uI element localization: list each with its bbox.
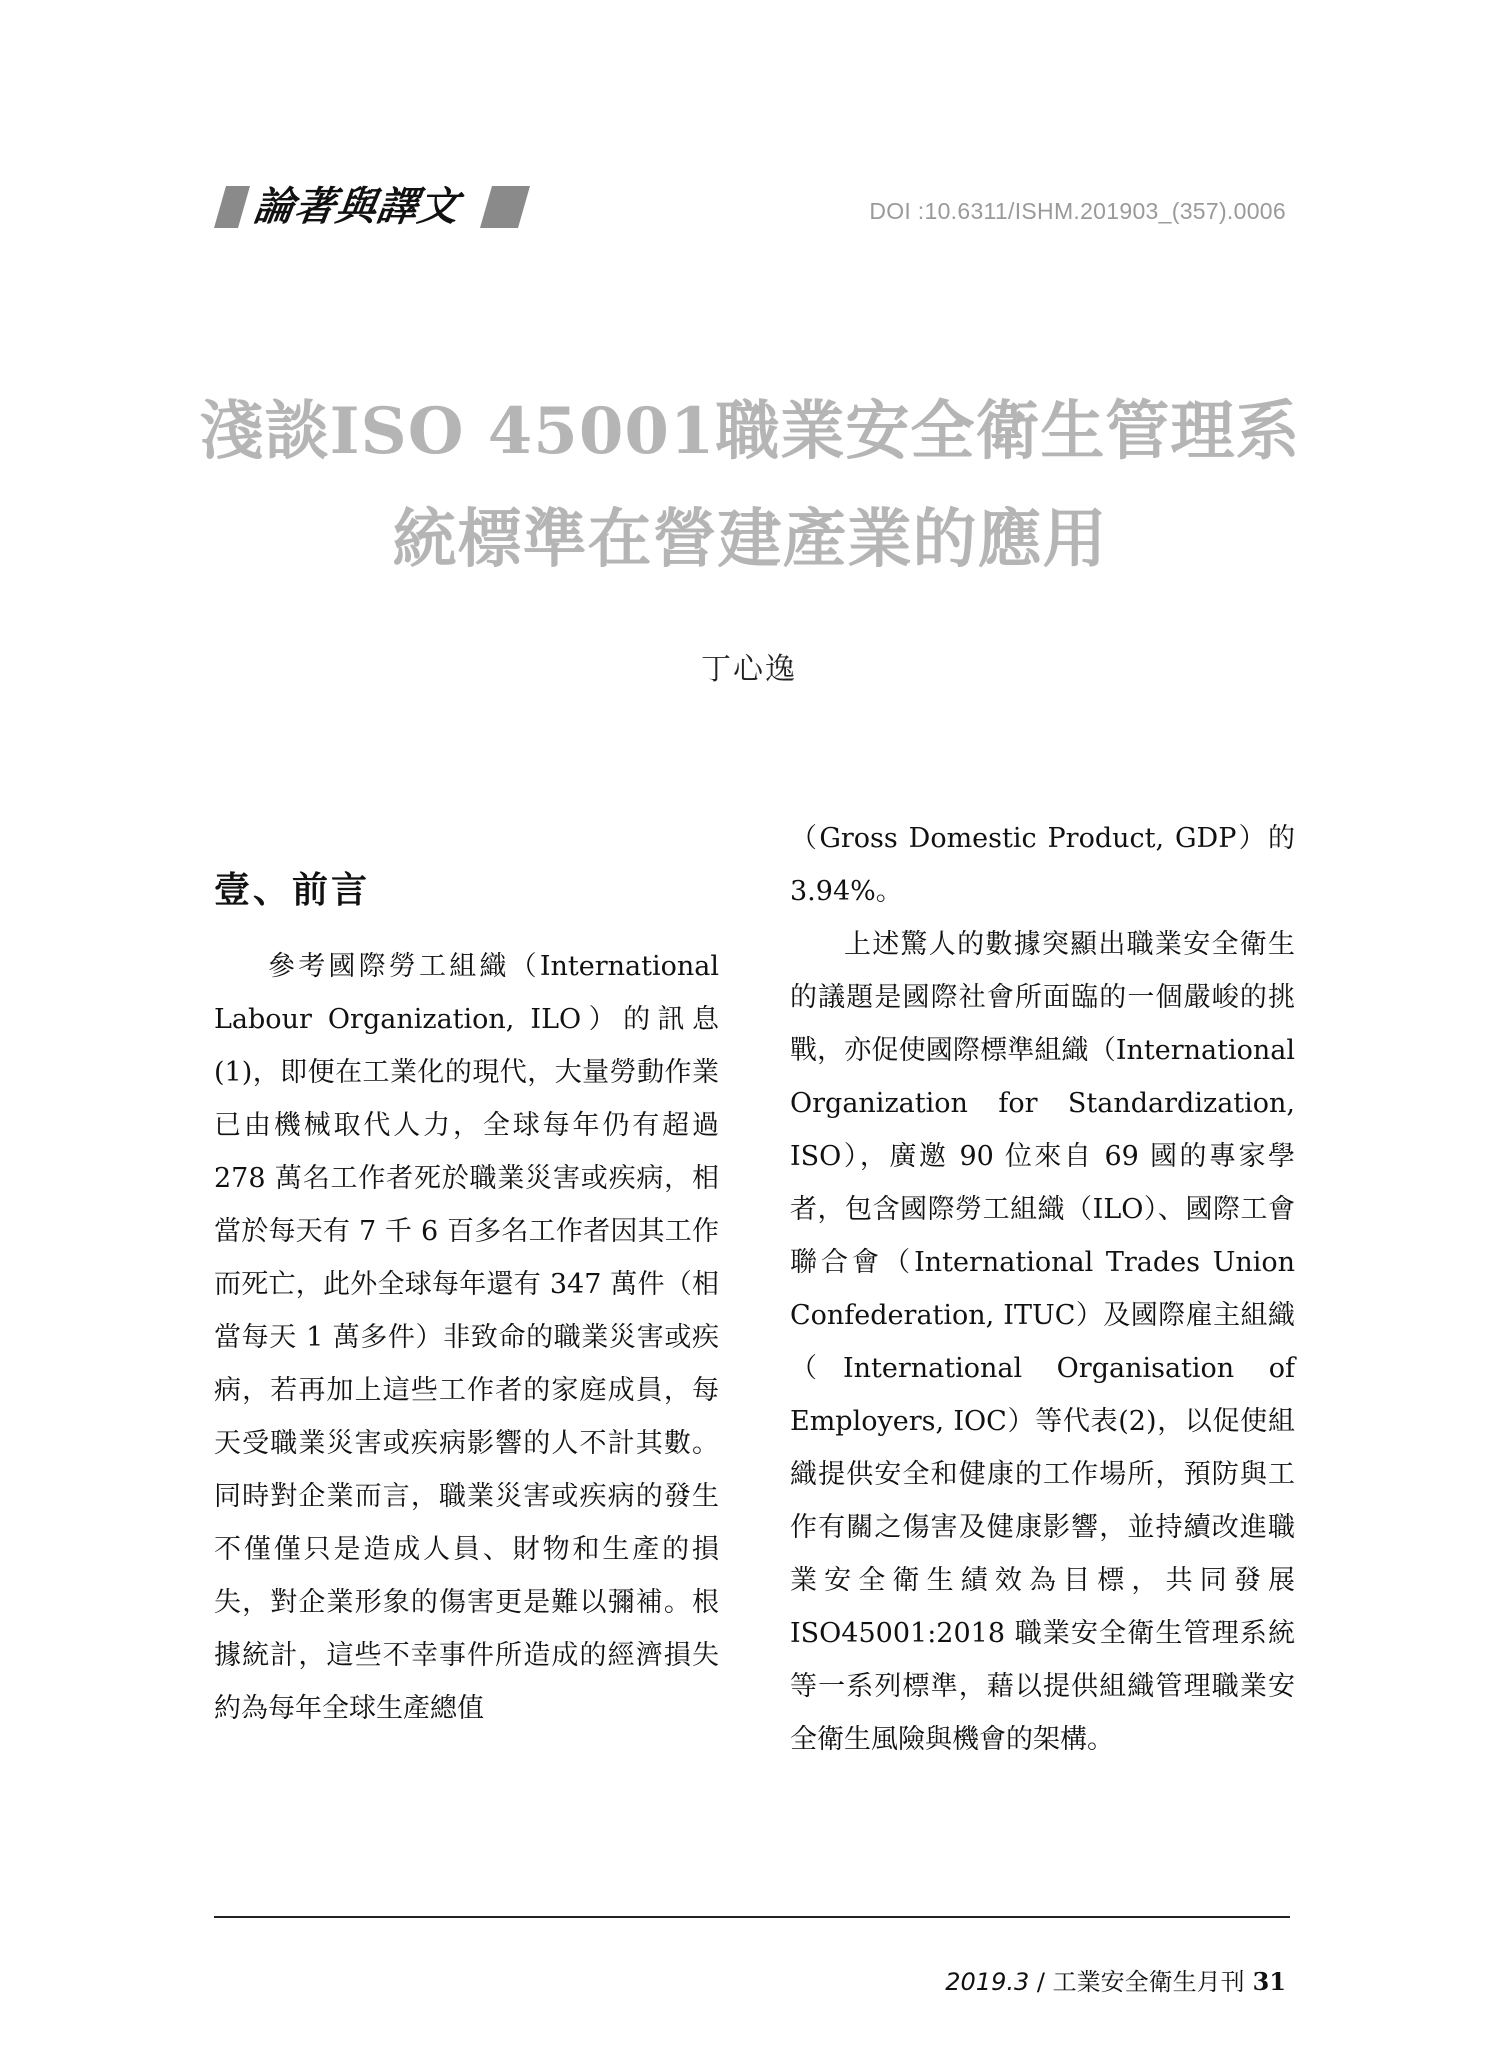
issue-date: 2019.3 — [945, 1968, 1030, 1996]
doi-label: DOI :10.6311/ISHM.201903_(357).0006 — [869, 198, 1286, 224]
page-number: 31 — [1252, 1967, 1286, 1996]
section-tag-label: 論著與譯文 — [250, 184, 463, 230]
section-heading: 壹、前言 — [214, 870, 371, 911]
continuation-paragraph: （Gross Domestic Product, GDP）的3.94%。 — [790, 823, 1295, 907]
footer-divider — [214, 1916, 1290, 1918]
page-footer — [945, 1962, 1286, 1997]
body-paragraph: 上述驚人的數據突顯出職業安全衛生的議題是國際社會所面臨的一個嚴峻的挑戰，亦促使國際標準組織（International Organization for Standardization, ISO），廣邀 90 位來自 69 國的專家學者，包含國際勞工組織（ILO）、國際工會聯合會（International Trades Union Confederation, ITUC）及國際雇主組織（International Organisation of Employers, IOC）等代表(2)，以促使組織提供安全和健康的工作場所，預防與工作有關之傷害及健康影響，並持續改進職業安全衛生績效為目標，共同發展 ISO45001:2018 職業安全衛生管理系統等一系列標準，藉以提供組織管理職業安全衛生風險與機會的架構。 — [790, 929, 1295, 1755]
section-tag — [212, 182, 532, 232]
author-name: 丁心逸 — [701, 652, 797, 687]
article-title-line-2: 統標準在營建產業的應用 — [392, 502, 1108, 577]
article-title-line-1: 淺談ISO 45001職業安全衛生管理系 — [199, 394, 1301, 469]
magazine-name: 工業安全衛生月刊 — [1052, 1968, 1245, 1996]
footer-separator: / — [1029, 1968, 1053, 1996]
right-column — [790, 812, 1295, 1766]
intro-paragraph: 參考國際勞工組織（International Labour Organization, ILO）的訊息(1)，即便在工業化的現代，大量勞動作業已由機械取代人力，全球每年仍有超過 278 萬名工作者死於職業災害或疾病，相當於每天有 7 千 6 百多名工作者因其工作而死亡，此外全球每年還有 347 萬件（相當每天 1 萬多件）非致命的職業災害或疾病，若再加上這些工作者的家庭成員，每天受職業災害或疾病影響的人不計其數。同時對企業而言，職業災害或疾病的發生不僅僅只是造成人員、財物和生產的損失，對企業形象的傷害更是難以彌補。根據統計，這些不幸事件所造成的經濟損失約為每年全球生產總值 — [214, 951, 719, 1724]
left-column — [214, 940, 719, 1735]
